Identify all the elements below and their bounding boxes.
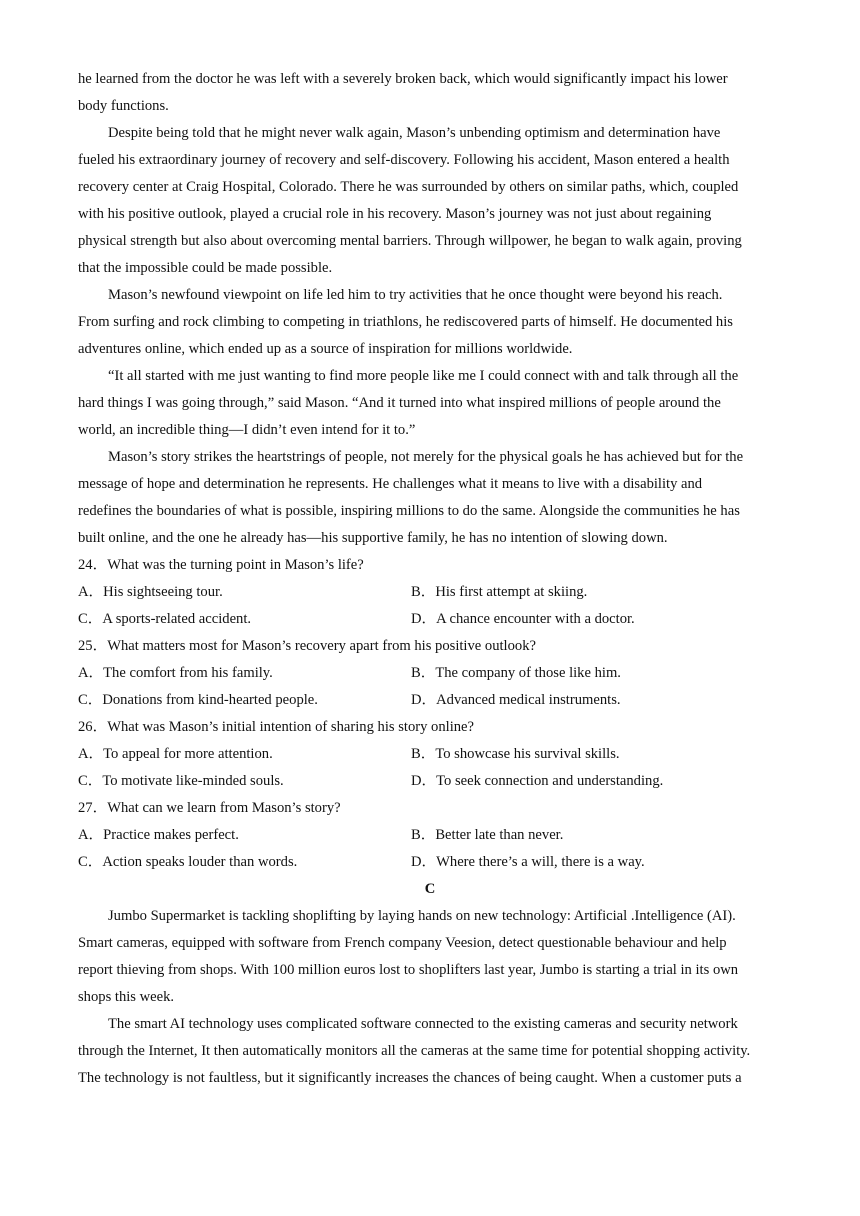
text-line: built online, and the one he already has—his supportive family, he has no intention of slowing down. bbox=[78, 530, 668, 546]
text-line: recovery center at Craig Hospital, Colorado. There he was surrounded by others on similar paths, which, coupled bbox=[78, 179, 739, 195]
option-a[interactable]: A．His sightseeing tour. bbox=[78, 584, 223, 600]
text-line: Despite being told that he might never walk again, Mason’s unbending optimism and determination have bbox=[108, 125, 721, 141]
option-b[interactable]: B．To showcase his survival skills. bbox=[411, 746, 620, 762]
question-25-options bbox=[78, 660, 782, 714]
passage-b-paragraph-3 bbox=[78, 363, 782, 444]
text-line: The smart AI technology uses complicated software connected to the existing cameras and security network bbox=[108, 1016, 738, 1032]
text-line: hard things I was going through,” said Mason. “And it turned into what inspired millions of people around the bbox=[78, 395, 721, 411]
option-d[interactable]: D．Advanced medical instruments. bbox=[411, 692, 621, 708]
option-c[interactable]: C．Action speaks louder than words. bbox=[78, 854, 298, 870]
passage-b-paragraph-1 bbox=[78, 120, 782, 282]
passage-b-paragraph-0 bbox=[78, 66, 782, 120]
question-26-stem: 26．What was Mason’s initial intention of sharing his story online? bbox=[78, 719, 475, 735]
text-line: shops this week. bbox=[78, 989, 175, 1005]
text-line: Mason’s story strikes the heartstrings of people, not merely for the physical goals he has achieved but for the bbox=[108, 449, 744, 465]
question-24-options bbox=[78, 579, 782, 633]
text-line: Jumbo Supermarket is tackling shoplifting by laying hands on new technology: Artificial .Intelligence (AI). bbox=[108, 908, 736, 924]
text-line: Smart cameras, equipped with software from French company Veesion, detect questionable behaviour and help bbox=[78, 935, 727, 951]
option-b[interactable]: B．The company of those like him. bbox=[411, 665, 621, 681]
text-line: report thieving from shops. With 100 million euros lost to shoplifters last year, Jumbo is starting a trial in its own bbox=[78, 962, 739, 978]
text-line: message of hope and determination he represents. He challenges what it means to live with a disability and bbox=[78, 476, 703, 492]
text-line: world, an incredible thing—I didn’t even intend for it to.” bbox=[78, 422, 416, 438]
passage-b-paragraph-4 bbox=[78, 444, 782, 552]
option-c[interactable]: C．To motivate like-minded souls. bbox=[78, 773, 284, 789]
text-line: The technology is not faultless, but it significantly increases the chances of being caught. When a customer puts a bbox=[78, 1070, 742, 1086]
text-line: redefines the boundaries of what is possible, inspiring millions to do the same. Alongside the communities he has bbox=[78, 503, 740, 519]
option-b[interactable]: B．His first attempt at skiing. bbox=[411, 584, 588, 600]
text-line: “It all started with me just wanting to find more people like me I could connect with and talk through all the bbox=[108, 368, 739, 384]
option-a[interactable]: A．To appeal for more attention. bbox=[78, 746, 273, 762]
text-line: with his positive outlook, played a crucial role in his recovery. Mason’s journey was not just about regaining bbox=[78, 206, 712, 222]
option-d[interactable]: D．To seek connection and understanding. bbox=[411, 773, 664, 789]
option-a[interactable]: A．The comfort from his family. bbox=[78, 665, 273, 681]
option-d[interactable]: D．Where there’s a will, there is a way. bbox=[411, 854, 645, 870]
option-b[interactable]: B．Better late than never. bbox=[411, 827, 564, 843]
passage-b-paragraph-2 bbox=[78, 282, 782, 363]
question-24-stem: 24．What was the turning point in Mason’s life? bbox=[78, 557, 364, 573]
text-line: From surfing and rock climbing to competing in triathlons, he rediscovered parts of himself. He documented his bbox=[78, 314, 733, 330]
passage-c-paragraph-2 bbox=[78, 1011, 782, 1092]
option-c[interactable]: C．Donations from kind-hearted people. bbox=[78, 692, 318, 708]
option-c[interactable]: C．A sports-related accident. bbox=[78, 611, 252, 627]
text-line: through the Internet, It then automatically monitors all the cameras at the same time for potential shopping activity. bbox=[78, 1043, 751, 1059]
passage-c-paragraph-1 bbox=[78, 903, 782, 1011]
question-27-stem: 27．What can we learn from Mason’s story? bbox=[78, 800, 341, 816]
question-27-options bbox=[78, 822, 782, 876]
text-line: fueled his extraordinary journey of recovery and self-discovery. Following his accident, Mason entered a health bbox=[78, 152, 730, 168]
text-line: that the impossible could be made possible. bbox=[78, 260, 333, 276]
question-25-stem: 25．What matters most for Mason’s recovery apart from his positive outlook? bbox=[78, 638, 536, 654]
text-line: physical strength but also about overcoming mental barriers. Through willpower, he began to walk again, proving bbox=[78, 233, 742, 249]
section-heading: C bbox=[424, 881, 436, 897]
option-a[interactable]: A．Practice makes perfect. bbox=[78, 827, 239, 843]
text-line: he learned from the doctor he was left with a severely broken back, which would significantly impact his lower bbox=[78, 71, 728, 87]
text-line: body functions. bbox=[78, 98, 169, 114]
text-line: Mason’s newfound viewpoint on life led him to try activities that he once thought were beyond his reach. bbox=[108, 287, 723, 303]
text-line: adventures online, which ended up as a source of inspiration for millions worldwide. bbox=[78, 341, 573, 357]
question-26-options bbox=[78, 741, 782, 795]
option-d[interactable]: D．A chance encounter with a doctor. bbox=[411, 611, 635, 627]
